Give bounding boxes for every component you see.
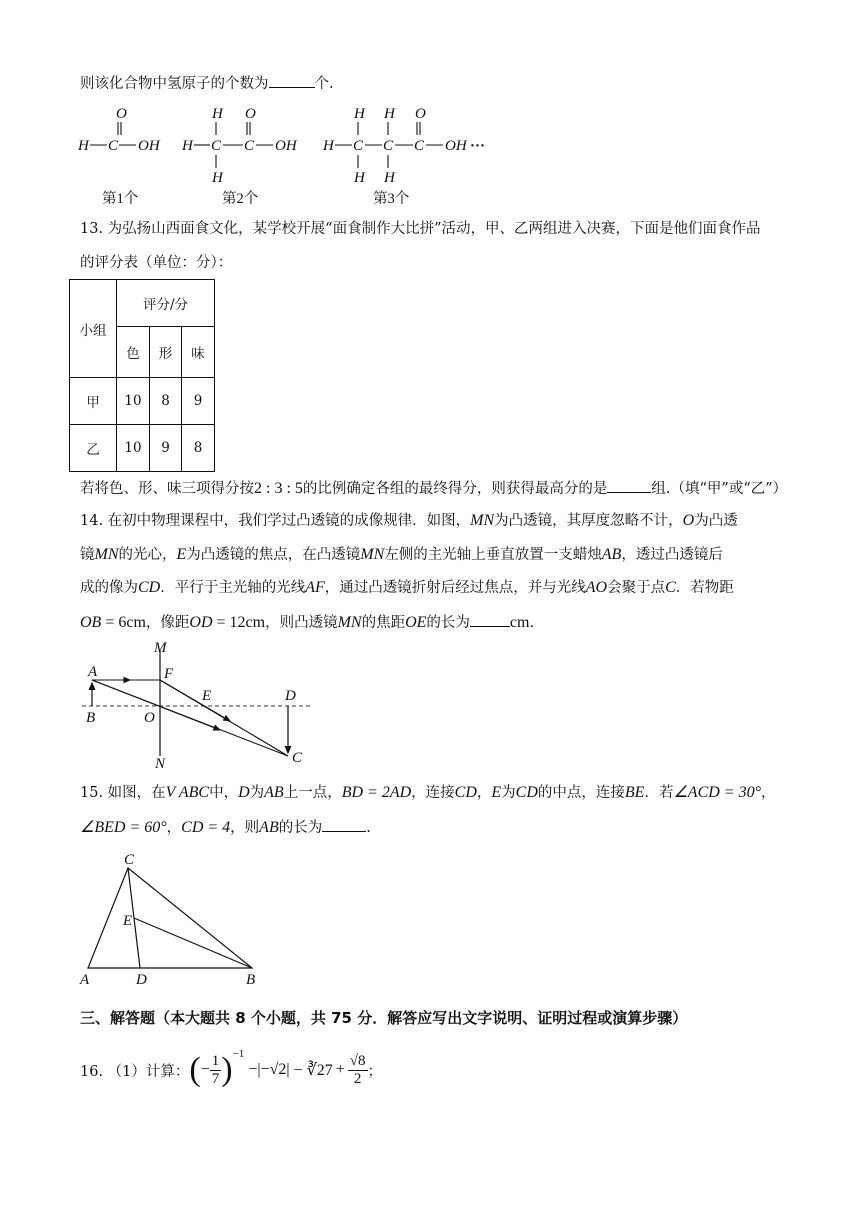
atom-oh: OH [138, 138, 160, 154]
formula-label-1: 第1个 [102, 191, 139, 207]
atom-c: C [211, 138, 222, 154]
q13-line2: 的评分表（单位：分）： [80, 255, 233, 271]
table-row [70, 425, 215, 472]
atom-c: C [383, 138, 394, 154]
label-o: O [144, 710, 155, 726]
atom-h: H [384, 106, 395, 122]
table-cell: 9 [150, 425, 182, 472]
label-f: F [164, 666, 174, 682]
q13-line1: 13. 为弘扬山西面食文化，某学校开展“面食制作大比拼”活动，甲、乙两组进入决赛，下面是他们面食作品 [80, 221, 761, 237]
table-cell: 10 [117, 378, 150, 425]
table-cell: 10 [117, 425, 150, 472]
table-cell: 8 [150, 378, 182, 425]
label-d: D [285, 688, 296, 704]
column-header: 味 [182, 327, 215, 378]
label-d: D [136, 972, 147, 988]
q14-line1: 14. 在初中物理课程中，我们学过凸透镜的成像规律．如图，MN为凸透镜，其厚度忽略不计，O为凸透 [80, 512, 738, 529]
group-cell: 乙 [70, 425, 117, 472]
atom-c: C [414, 138, 425, 154]
q14-line3: 成的像为CD．平行于主光轴的光线AF，通过凸透镜折射后经过焦点，并与光线AO会聚于点C．若物距 [80, 579, 734, 596]
atom-oh: OH [275, 138, 297, 154]
table-cell: 9 [182, 378, 215, 425]
q15-line1: 15. 如图，在V ABC中，D为AB上一点，BD = 2AD，连接CD，E为CD的中点，连接BE．若∠ACD = 30°， [80, 784, 776, 801]
atom-c: C [353, 138, 364, 154]
group-cell: 甲 [70, 378, 117, 425]
column-header: 色 [117, 327, 150, 378]
label-c: C [292, 750, 303, 766]
label-e: E [123, 913, 133, 929]
fraction: $\frac{1}{7}$ [211, 1052, 220, 1087]
table-cell: 8 [182, 425, 215, 472]
atom-c: C [108, 138, 119, 154]
q13-question: 若将色、形、味三项得分按2 : 3 : 5的比例确定各组的最终得分，则获得最高分的是 组.（填“甲”或“乙”） [80, 480, 788, 497]
q12-line: 则该化合物中氢原子的个数为 个. [80, 73, 334, 94]
answer-blank [470, 612, 510, 627]
label-a: A [80, 972, 90, 988]
q14-line4: OB = 6cm，像距OD = 12cm，则凸透镜MN的焦距OE的长为 cm. [80, 614, 535, 631]
lens-diagram [80, 638, 320, 768]
score-header: 评分/分 [117, 280, 215, 327]
atom-h: H [212, 106, 223, 122]
atom-o: O [415, 106, 426, 122]
atom-oh: OH [445, 138, 467, 154]
answer-blank [607, 478, 651, 493]
atom-h: H [323, 138, 334, 154]
q14-line2: 镜MN的光心，E为凸透镜的焦点，在凸透镜MN左侧的主光轴上垂直放置一支蜡烛AB，透过凸透镜后 [80, 546, 723, 563]
atom-h: H [354, 106, 365, 122]
formula-diagram [70, 100, 520, 208]
label-a: A [88, 664, 98, 680]
atom-h: H [384, 170, 395, 186]
column-header: 形 [150, 327, 182, 378]
group-header: 小组 [70, 280, 117, 378]
answer-blank [322, 817, 366, 832]
atom-h: H [182, 138, 193, 154]
atom-o: O [116, 106, 127, 122]
label-b: B [246, 972, 256, 988]
continuation-dots: ··· [470, 138, 486, 154]
q16-line: 16. （1）计算： ( − $\frac{1}{7}$ ) −1 −|−√2| − ∛27 + $\frac{√8}{2}$ ； [80, 1048, 383, 1088]
formula-label-2: 第2个 [222, 191, 259, 207]
atom-o: O [245, 106, 256, 122]
atom-h: H [78, 138, 89, 154]
table-row [70, 378, 215, 425]
q15-line2: ∠BED = 60°，CD = 4，则AB的长为 . [80, 819, 371, 836]
label-n: N [155, 756, 166, 768]
section-title: 三、解答题（本大题共 8 个小题，共 75 分．解答应写出文字说明、证明过程或演算步骤） [80, 1009, 688, 1027]
fraction: $\frac{√8}{2}$ [349, 1052, 366, 1087]
answer-blank [269, 73, 315, 88]
label-e: E [202, 688, 212, 704]
triangle-diagram [74, 848, 274, 988]
atom-h: H [212, 170, 223, 186]
atom-c: C [244, 138, 255, 154]
exponent: −1 [232, 1048, 245, 1060]
label-c: C [124, 852, 135, 868]
label-b: B [86, 710, 96, 726]
formula-label-3: 第3个 [373, 191, 410, 207]
atom-h: H [354, 170, 365, 186]
label-m: M [154, 640, 167, 656]
score-table [69, 279, 215, 472]
